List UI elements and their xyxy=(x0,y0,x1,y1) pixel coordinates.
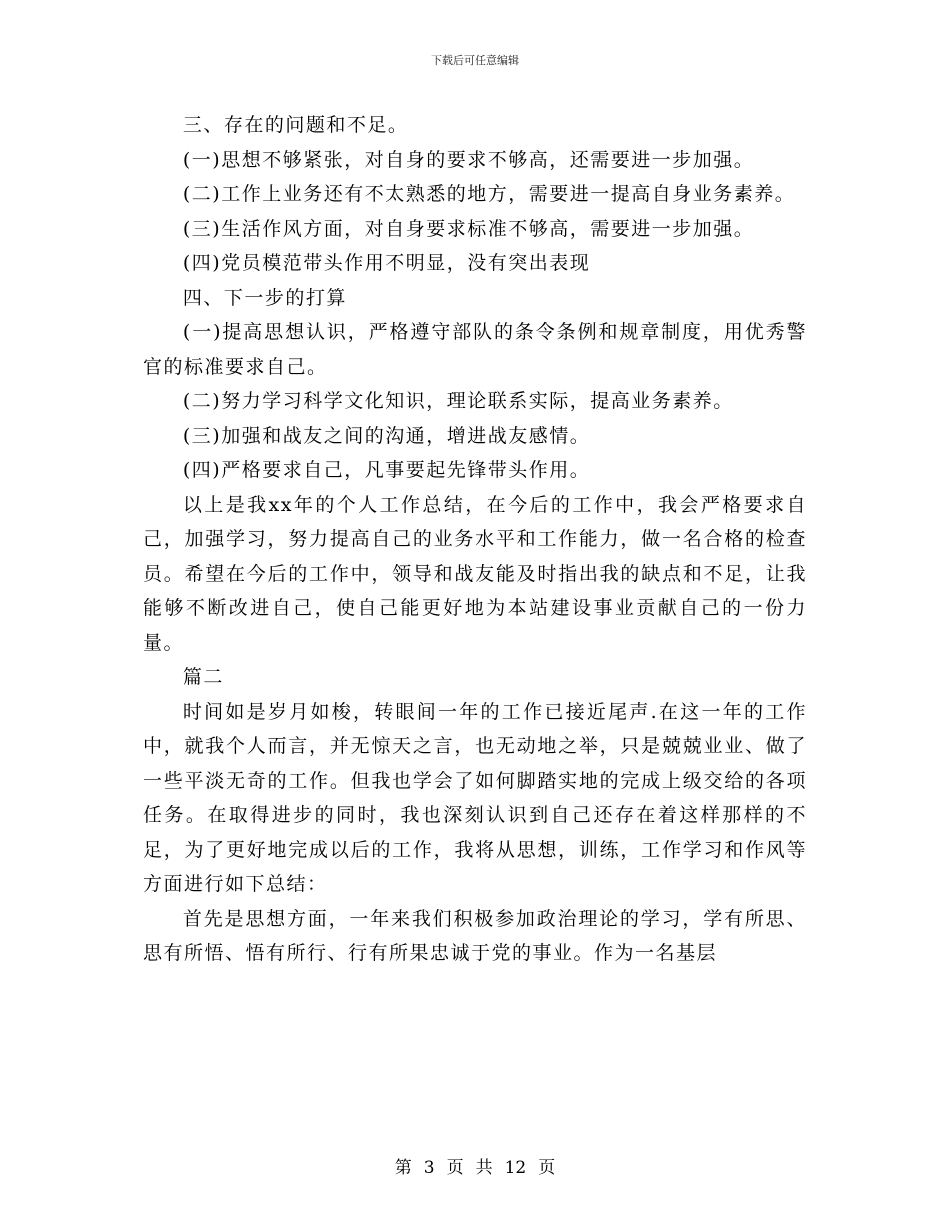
paragraph: (三)生活作风方面，对自身要求标准不够高，需要进一步加强。 xyxy=(182,217,755,240)
section-heading-next-steps: 四、下一步的打算 xyxy=(182,286,347,309)
paragraph: (一)思想不够紧张，对自身的要求不够高，还需要进一步加强。 xyxy=(182,148,755,171)
page-unit: 页 xyxy=(446,1158,464,1178)
paragraph: (四)党员模范带头作用不明显，没有突出表现 xyxy=(182,252,591,274)
page-footer xyxy=(0,1153,950,1178)
section-heading-part-two: 篇二 xyxy=(182,666,224,688)
document-body xyxy=(143,108,807,971)
paragraph: 以上是我xx年的个人工作总结，在今后的工作中，我会严格要求自己，加强学习，努力提高自己的业务水平和工作能力，做一名合格的检查员。希望在今后的工作中，领导和战友能及时指出我的缺点和不足，让我能够不断改进自己，使自己能更好地为本站建设事业贡献自己的一份力量。 xyxy=(143,493,807,654)
paragraph: 时间如是岁月如梭，转眼间一年的工作已接近尾声.在这一年的工作中，就我个人而言，并无惊天之言，也无动地之举，只是兢兢业业、做了一些平淡无奇的工作。但我也学会了如何脚踏实地的完成上级交给的各项任务。在取得进步的同时，我也深刻认识到自己还存在着这样那样的不足，为了更好地完成以后的工作，我将从思想，训练，工作学习和作风等方面进行如下总结： xyxy=(143,700,807,895)
paragraph: (一)提高思想认识，严格遵守部队的条令条例和规章制度，用优秀警官的标准要求自己。 xyxy=(143,321,807,378)
section-heading-problems: 三、存在的问题和不足。 xyxy=(182,114,409,136)
paragraph: 首先是思想方面，一年来我们积极参加政治理论的学习，学有所思、思有所悟、悟有所行、行有所果忠诚于党的事业。作为一名基层 xyxy=(143,907,807,964)
paragraph: (三)加强和战友之间的沟通，增进战友感情。 xyxy=(182,424,591,447)
current-page-number: 3 xyxy=(423,1158,435,1178)
total-label: 共 xyxy=(475,1158,493,1178)
paragraph: (二)努力学习科学文化知识，理论联系实际，提高业务素养。 xyxy=(182,390,734,412)
paragraph: (四)严格要求自己，凡事要起先锋带头作用。 xyxy=(182,459,591,481)
total-unit: 页 xyxy=(538,1158,556,1178)
page-header: 下载后可任意编辑 xyxy=(431,54,519,67)
page-label: 第 xyxy=(394,1158,412,1178)
paragraph: (二)工作上业务还有不太熟悉的地方，需要进一提高自身业务素养。 xyxy=(182,183,796,205)
total-page-count: 12 xyxy=(504,1158,527,1178)
